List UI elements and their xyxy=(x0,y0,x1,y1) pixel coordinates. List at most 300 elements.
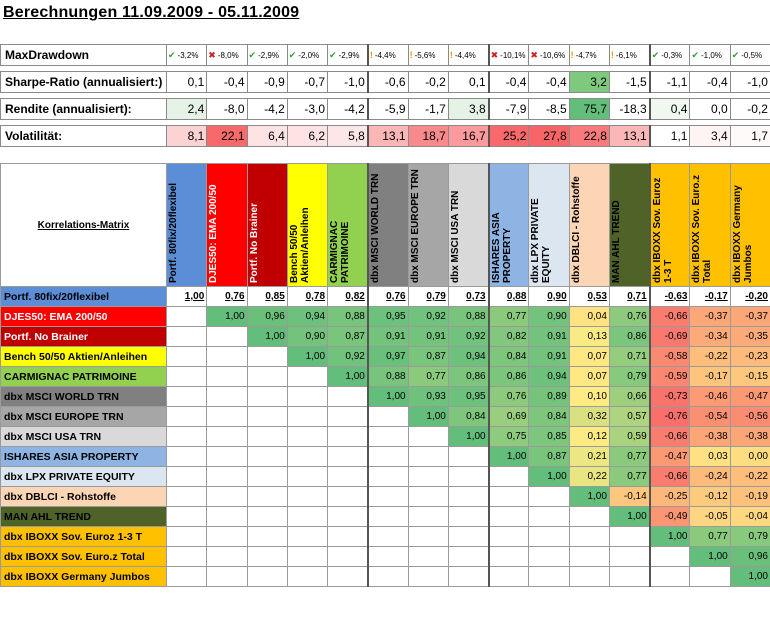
metric-value: 18,7 xyxy=(408,126,448,147)
matrix-cell: 0,91 xyxy=(529,347,569,367)
column-header-label: DJES50: EMA 200/50 xyxy=(208,184,220,283)
drawdown-value: -6,1% xyxy=(615,51,637,60)
matrix-cell: 0,79 xyxy=(408,287,448,307)
matrix-cell xyxy=(247,367,287,387)
matrix-cell xyxy=(328,487,368,507)
matrix-cell: 0,12 xyxy=(569,427,609,447)
matrix-cell: 0,86 xyxy=(609,327,649,347)
warn-icon: ! xyxy=(409,50,413,60)
matrix-cell xyxy=(529,527,569,547)
metric-value: 25,2 xyxy=(489,126,529,147)
matrix-cell: 0,93 xyxy=(408,387,448,407)
matrix-cell: -0,23 xyxy=(730,347,770,367)
drawdown-cell xyxy=(690,45,730,66)
drawdown-cell xyxy=(489,45,529,66)
matrix-cell: 0,87 xyxy=(328,327,368,347)
metric-value: -1,0 xyxy=(328,72,368,93)
matrix-cell xyxy=(368,567,408,587)
matrix-cell: 1,00 xyxy=(287,347,327,367)
matrix-row xyxy=(1,567,770,587)
metric-value: -0,7 xyxy=(287,72,327,93)
matrix-row xyxy=(1,447,770,467)
matrix-cell: 0,71 xyxy=(609,347,649,367)
matrix-cell xyxy=(247,447,287,467)
matrix-cell: -0,20 xyxy=(730,287,770,307)
matrix-row xyxy=(1,327,770,347)
matrix-column-header xyxy=(690,164,730,287)
matrix-cell xyxy=(328,387,368,407)
metric-value: 6,2 xyxy=(287,126,327,147)
matrix-cell xyxy=(167,487,207,507)
matrix-cell: 0,53 xyxy=(569,287,609,307)
matrix-row xyxy=(1,507,770,527)
matrix-cell xyxy=(529,567,569,587)
matrix-cell: 0,82 xyxy=(489,327,529,347)
matrix-cell xyxy=(287,407,327,427)
matrix-column-header xyxy=(287,164,327,287)
metric-value: -0,2 xyxy=(730,99,770,120)
metric-value: -1,1 xyxy=(650,72,690,93)
matrix-cell: 0,00 xyxy=(730,447,770,467)
matrix-row-label: DJES50: EMA 200/50 xyxy=(1,307,167,327)
matrix-cell xyxy=(207,447,247,467)
matrix-cell: -0,56 xyxy=(730,407,770,427)
drawdown-cell xyxy=(448,45,488,66)
metric-value: -1,5 xyxy=(609,72,649,93)
matrix-cell xyxy=(167,387,207,407)
matrix-cell xyxy=(529,547,569,567)
matrix-cell: 0,77 xyxy=(609,467,649,487)
matrix-cell: 0,92 xyxy=(448,327,488,347)
metric-value: -18,3 xyxy=(609,99,649,120)
matrix-cell xyxy=(569,527,609,547)
x-icon: ✖ xyxy=(490,49,499,60)
matrix-cell: -0,66 xyxy=(650,467,690,487)
matrix-cell xyxy=(408,527,448,547)
check-icon: ✔ xyxy=(731,49,740,60)
matrix-cell xyxy=(650,547,690,567)
matrix-cell: 0,84 xyxy=(489,347,529,367)
matrix-cell: 0,88 xyxy=(489,287,529,307)
matrix-cell xyxy=(609,567,649,587)
matrix-cell xyxy=(328,447,368,467)
matrix-cell xyxy=(207,367,247,387)
matrix-cell xyxy=(207,427,247,447)
matrix-cell xyxy=(287,467,327,487)
drawdown-value: -2,9% xyxy=(258,50,279,60)
matrix-cell: 0,07 xyxy=(569,367,609,387)
matrix-cell xyxy=(207,527,247,547)
drawdown-cell xyxy=(408,45,448,66)
matrix-cell: 0,87 xyxy=(529,447,569,467)
matrix-cell: 0,94 xyxy=(287,307,327,327)
matrix-cell xyxy=(207,387,247,407)
matrix-cell: -0,17 xyxy=(690,367,730,387)
matrix-cell xyxy=(569,567,609,587)
metric-value: -3,0 xyxy=(287,99,327,120)
matrix-cell: 1,00 xyxy=(328,367,368,387)
matrix-cell: 0,76 xyxy=(609,307,649,327)
matrix-cell xyxy=(529,487,569,507)
metric-value: 3,4 xyxy=(690,126,730,147)
matrix-column-header xyxy=(207,164,247,287)
matrix-cell xyxy=(207,567,247,587)
metric-value: 3,8 xyxy=(448,99,488,120)
column-header-label: Bench 50/50 Aktien/Anleihen xyxy=(288,207,311,283)
matrix-cell: 1,00 xyxy=(368,387,408,407)
matrix-cell xyxy=(167,407,207,427)
warn-icon: ! xyxy=(610,50,614,60)
matrix-cell xyxy=(287,507,327,527)
column-header-label: dbx LPX PRIVATE EQUITY xyxy=(530,198,553,283)
matrix-cell: -0,05 xyxy=(690,507,730,527)
drawdown-value: -0,3% xyxy=(661,50,683,60)
matrix-cell xyxy=(328,567,368,587)
matrix-row xyxy=(1,307,770,327)
matrix-cell xyxy=(328,407,368,427)
matrix-cell: 0,32 xyxy=(569,407,609,427)
matrix-row-label: ISHARES ASIA PROPERTY xyxy=(1,447,167,467)
matrix-cell: -0,17 xyxy=(690,287,730,307)
matrix-cell: 0,88 xyxy=(368,367,408,387)
matrix-cell: 0,84 xyxy=(529,407,569,427)
metric-value: 0,1 xyxy=(448,72,488,93)
metric-value: 22,8 xyxy=(569,126,609,147)
matrix-cell: 0,21 xyxy=(569,447,609,467)
column-header-label: dbx IBOXX Sov. Euroz 1-3 T xyxy=(651,177,674,283)
matrix-row xyxy=(1,547,770,567)
metric-value: 0,0 xyxy=(690,99,730,120)
matrix-cell xyxy=(167,567,207,587)
matrix-cell: 0,69 xyxy=(489,407,529,427)
drawdown-value: -0,5% xyxy=(741,50,763,60)
drawdown-value: -3,2% xyxy=(177,50,199,60)
matrix-cell xyxy=(207,407,247,427)
matrix-cell: 0,92 xyxy=(328,347,368,367)
matrix-cell xyxy=(167,327,207,347)
matrix-cell: 0,82 xyxy=(328,287,368,307)
matrix-cell xyxy=(287,387,327,407)
matrix-row-label: MAN AHL TREND xyxy=(1,507,167,527)
matrix-cell: 1,00 xyxy=(448,427,488,447)
drawdown-value: -8,0% xyxy=(217,50,239,60)
matrix-cell xyxy=(650,567,690,587)
matrix-cell xyxy=(167,547,207,567)
matrix-cell xyxy=(167,527,207,547)
column-header-label: dbx MSCI USA TRN xyxy=(449,190,461,283)
matrix-cell: 1,00 xyxy=(730,567,770,587)
matrix-cell: 1,00 xyxy=(207,307,247,327)
matrix-column-header xyxy=(368,164,408,287)
matrix-cell xyxy=(368,467,408,487)
matrix-cell xyxy=(207,327,247,347)
metric-value: 5,8 xyxy=(328,126,368,147)
matrix-row-label: dbx DBLCI - Rohstoffe xyxy=(1,487,167,507)
matrix-cell xyxy=(408,507,448,527)
drawdown-cell xyxy=(529,45,569,66)
matrix-cell xyxy=(408,427,448,447)
matrix-cell xyxy=(368,407,408,427)
matrix-cell: 0,77 xyxy=(609,447,649,467)
metric-label: MaxDrawdown xyxy=(1,45,167,66)
matrix-row xyxy=(1,527,770,547)
check-icon: ✔ xyxy=(248,49,257,60)
matrix-cell xyxy=(247,347,287,367)
matrix-cell xyxy=(207,547,247,567)
matrix-cell xyxy=(167,307,207,327)
matrix-cell xyxy=(368,427,408,447)
drawdown-value: -4,4% xyxy=(454,51,476,60)
matrix-cell: 0,79 xyxy=(609,367,649,387)
matrix-cell xyxy=(287,547,327,567)
metric-value: -1,7 xyxy=(408,99,448,120)
column-header-label: ISHARES ASIA PROPERTY xyxy=(490,212,513,283)
matrix-cell: 0,76 xyxy=(368,287,408,307)
drawdown-cell xyxy=(730,45,770,66)
matrix-title: Korrelations-Matrix xyxy=(1,164,167,287)
metric-value: -0,4 xyxy=(529,72,569,93)
matrix-cell xyxy=(609,527,649,547)
matrix-cell: -0,22 xyxy=(690,347,730,367)
matrix-cell xyxy=(448,467,488,487)
metric-value: -0,2 xyxy=(408,72,448,93)
matrix-column-header xyxy=(569,164,609,287)
matrix-cell: -0,15 xyxy=(730,367,770,387)
matrix-cell: -0,54 xyxy=(690,407,730,427)
matrix-cell xyxy=(448,567,488,587)
matrix-cell: 1,00 xyxy=(408,407,448,427)
x-icon: ✖ xyxy=(208,49,216,60)
metric-label: Rendite (annualisiert): xyxy=(1,99,167,120)
matrix-column-header xyxy=(650,164,690,287)
matrix-cell: 0,77 xyxy=(489,307,529,327)
metric-value: -0,4 xyxy=(690,72,730,93)
matrix-cell: 0,04 xyxy=(569,307,609,327)
matrix-cell xyxy=(287,367,327,387)
matrix-cell xyxy=(247,427,287,447)
matrix-cell: 0,13 xyxy=(569,327,609,347)
matrix-cell xyxy=(408,487,448,507)
matrix-cell xyxy=(569,507,609,527)
x-icon: ✖ xyxy=(530,49,538,60)
matrix-cell xyxy=(368,507,408,527)
matrix-cell: -0,76 xyxy=(650,407,690,427)
matrix-cell xyxy=(368,487,408,507)
matrix-cell: 0,90 xyxy=(287,327,327,347)
matrix-cell: 0,77 xyxy=(690,527,730,547)
matrix-cell: -0,66 xyxy=(650,307,690,327)
metric-value: 3,2 xyxy=(569,72,609,93)
check-icon: ✔ xyxy=(288,49,297,60)
matrix-cell xyxy=(489,567,529,587)
drawdown-value: -2,0% xyxy=(298,50,320,60)
column-header-label: MAN AHL TREND xyxy=(610,200,622,283)
matrix-cell xyxy=(207,507,247,527)
matrix-cell xyxy=(167,427,207,447)
matrix-cell: 0,77 xyxy=(408,367,448,387)
matrix-cell: -0,04 xyxy=(730,507,770,527)
matrix-column-header xyxy=(247,164,287,287)
matrix-column-header xyxy=(609,164,649,287)
metrics-table xyxy=(0,44,770,147)
check-icon: ✔ xyxy=(168,49,176,60)
matrix-cell: 0,96 xyxy=(247,307,287,327)
matrix-cell: -0,66 xyxy=(650,427,690,447)
matrix-cell xyxy=(167,507,207,527)
matrix-cell xyxy=(448,507,488,527)
metric-value: -4,2 xyxy=(247,99,287,120)
matrix-cell xyxy=(529,507,569,527)
correlation-matrix xyxy=(0,163,770,587)
matrix-column-header xyxy=(408,164,448,287)
matrix-cell xyxy=(247,407,287,427)
matrix-cell: 0,78 xyxy=(287,287,327,307)
matrix-cell: 0,10 xyxy=(569,387,609,407)
matrix-cell xyxy=(448,487,488,507)
matrix-cell: -0,35 xyxy=(730,327,770,347)
warn-icon: ! xyxy=(369,50,373,60)
drawdown-value: -4,4% xyxy=(374,51,396,60)
matrix-row xyxy=(1,387,770,407)
matrix-row-label: CARMIGNAC PATRIMOINE xyxy=(1,367,167,387)
matrix-cell xyxy=(287,487,327,507)
matrix-cell: 0,73 xyxy=(448,287,488,307)
matrix-row-label: dbx IBOXX Sov. Euro.z Total xyxy=(1,547,167,567)
matrix-cell: -0,49 xyxy=(650,507,690,527)
matrix-cell xyxy=(609,547,649,567)
metric-row-volatilitaet xyxy=(1,126,770,147)
matrix-cell: 0,90 xyxy=(529,307,569,327)
matrix-cell xyxy=(408,567,448,587)
check-icon: ✔ xyxy=(329,49,337,60)
matrix-cell xyxy=(247,547,287,567)
drawdown-value: -2,9% xyxy=(338,50,360,60)
matrix-cell xyxy=(207,347,247,367)
matrix-cell: -0,38 xyxy=(690,427,730,447)
metric-value: -0,4 xyxy=(489,72,529,93)
matrix-cell: 0,76 xyxy=(489,387,529,407)
matrix-cell: -0,59 xyxy=(650,367,690,387)
matrix-column-header xyxy=(448,164,488,287)
metric-value: 6,4 xyxy=(247,126,287,147)
matrix-cell: 1,00 xyxy=(609,507,649,527)
matrix-cell xyxy=(328,547,368,567)
matrix-row-label: dbx LPX PRIVATE EQUITY xyxy=(1,467,167,487)
matrix-column-header xyxy=(730,164,770,287)
metric-value: -0,9 xyxy=(247,72,287,93)
matrix-cell: 0,91 xyxy=(529,327,569,347)
metric-row-sharpe xyxy=(1,72,770,93)
matrix-cell: -0,12 xyxy=(690,487,730,507)
column-header-label: dbx IBOXX Germany Jumbos xyxy=(731,185,754,283)
matrix-cell xyxy=(690,567,730,587)
matrix-cell: 0,90 xyxy=(529,287,569,307)
matrix-cell xyxy=(489,487,529,507)
metric-value: 22,1 xyxy=(207,126,247,147)
matrix-cell xyxy=(247,507,287,527)
column-header-label: dbx IBOXX Sov. Euro.z Total xyxy=(691,174,714,283)
matrix-cell: -0,69 xyxy=(650,327,690,347)
metric-value: 1,7 xyxy=(730,126,770,147)
matrix-row-label: Portf. No Brainer xyxy=(1,327,167,347)
matrix-cell: -0,24 xyxy=(690,467,730,487)
matrix-row xyxy=(1,487,770,507)
drawdown-cell xyxy=(328,45,368,66)
matrix-cell xyxy=(287,567,327,587)
matrix-cell xyxy=(328,507,368,527)
metric-value: 16,7 xyxy=(448,126,488,147)
matrix-cell: 0,79 xyxy=(730,527,770,547)
matrix-cell: 0,75 xyxy=(489,427,529,447)
matrix-cell xyxy=(368,527,408,547)
metric-value: 1,1 xyxy=(650,126,690,147)
metric-value: -0,4 xyxy=(207,72,247,93)
matrix-cell xyxy=(167,467,207,487)
drawdown-cell xyxy=(247,45,287,66)
metric-value: -4,2 xyxy=(328,99,368,120)
drawdown-cell xyxy=(650,45,690,66)
matrix-row-label: Bench 50/50 Aktien/Anleihen xyxy=(1,347,167,367)
metric-value: -5,9 xyxy=(368,99,408,120)
matrix-row-label: dbx IBOXX Germany Jumbos xyxy=(1,567,167,587)
matrix-cell: 1,00 xyxy=(489,447,529,467)
matrix-cell: 1,00 xyxy=(650,527,690,547)
warn-icon: ! xyxy=(449,50,453,60)
matrix-row xyxy=(1,287,770,307)
metric-label: Sharpe-Ratio (annualisiert:) xyxy=(1,72,167,93)
drawdown-cell xyxy=(167,45,207,66)
matrix-cell: 1,00 xyxy=(529,467,569,487)
column-header-label: Portf. 80fix/20flexibel xyxy=(168,182,179,283)
drawdown-value: -10,1% xyxy=(500,50,526,60)
matrix-cell: 0,89 xyxy=(529,387,569,407)
matrix-cell: -0,37 xyxy=(690,307,730,327)
column-header-label: dbx MSCI EUROPE TRN xyxy=(409,169,421,283)
matrix-cell: -0,47 xyxy=(650,447,690,467)
drawdown-value: -10,6% xyxy=(539,50,566,60)
matrix-cell: 0,84 xyxy=(448,407,488,427)
matrix-cell: -0,58 xyxy=(650,347,690,367)
column-header-label: CARMIGNAC PATRIMOINE xyxy=(329,220,352,283)
matrix-cell: 0,03 xyxy=(690,447,730,467)
metric-value: -8,0 xyxy=(207,99,247,120)
matrix-cell xyxy=(167,447,207,467)
metric-row-maxdrawdown xyxy=(1,45,770,66)
matrix-cell xyxy=(328,427,368,447)
matrix-row xyxy=(1,427,770,447)
matrix-cell: 1,00 xyxy=(247,327,287,347)
matrix-cell: 0,86 xyxy=(448,367,488,387)
matrix-cell xyxy=(448,547,488,567)
matrix-cell xyxy=(207,487,247,507)
column-header-label: dbx MSCI WORLD TRN xyxy=(369,173,381,283)
matrix-cell: 1,00 xyxy=(569,487,609,507)
matrix-cell: 0,91 xyxy=(408,327,448,347)
matrix-cell: -0,19 xyxy=(730,487,770,507)
matrix-cell: 0,59 xyxy=(609,427,649,447)
matrix-column-header xyxy=(328,164,368,287)
matrix-row xyxy=(1,347,770,367)
matrix-cell: 0,87 xyxy=(408,347,448,367)
matrix-cell: -0,47 xyxy=(730,387,770,407)
matrix-cell: 0,85 xyxy=(247,287,287,307)
matrix-cell xyxy=(489,547,529,567)
matrix-cell: 0,94 xyxy=(529,367,569,387)
metric-value: 0,1 xyxy=(167,72,207,93)
matrix-row-label: Portf. 80fix/20flexibel xyxy=(1,287,167,307)
metric-value: 27,8 xyxy=(529,126,569,147)
drawdown-cell xyxy=(368,45,408,66)
